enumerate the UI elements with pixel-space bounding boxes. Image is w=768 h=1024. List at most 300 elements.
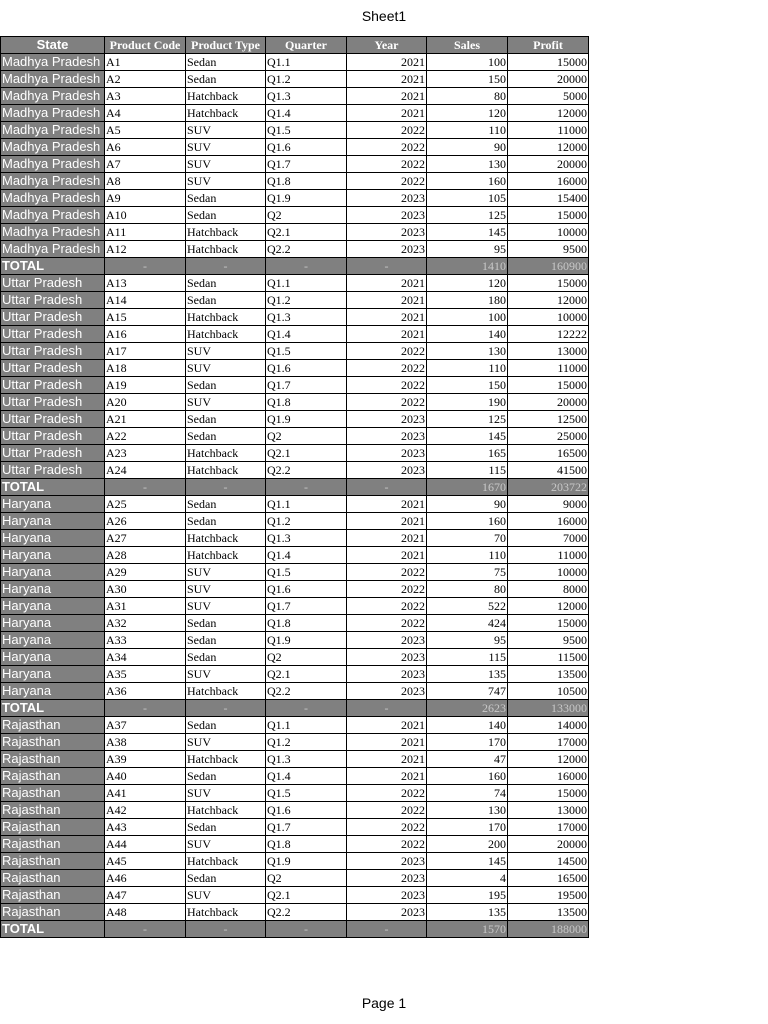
cell-product-code[interactable]: A10	[105, 207, 186, 224]
cell-sales[interactable]: 110	[427, 122, 508, 139]
cell-quarter[interactable]: Q1.2	[266, 292, 347, 309]
cell-profit[interactable]: 16500	[508, 870, 589, 887]
cell-quarter[interactable]: Q1.6	[266, 139, 347, 156]
cell-year[interactable]: 2022	[347, 360, 427, 377]
cell-state[interactable]: TOTAL	[1, 479, 105, 496]
cell-product-type[interactable]: Sedan	[186, 292, 266, 309]
cell-sales[interactable]: 160	[427, 513, 508, 530]
cell-profit[interactable]: 15400	[508, 190, 589, 207]
cell-sales[interactable]: 47	[427, 751, 508, 768]
cell-state[interactable]: Madhya Pradesh	[1, 224, 105, 241]
cell-sales[interactable]: 170	[427, 734, 508, 751]
cell-quarter[interactable]: Q1.7	[266, 377, 347, 394]
cell-sales[interactable]: 120	[427, 105, 508, 122]
cell-sales[interactable]: 135	[427, 904, 508, 921]
cell-profit[interactable]: 15000	[508, 54, 589, 71]
cell-product-code[interactable]: A33	[105, 632, 186, 649]
cell-product-code[interactable]: A12	[105, 241, 186, 258]
cell-state[interactable]: Rajasthan	[1, 751, 105, 768]
cell-quarter[interactable]: Q2.2	[266, 241, 347, 258]
cell-quarter[interactable]: Q1.5	[266, 343, 347, 360]
cell-product-type[interactable]: Sedan	[186, 513, 266, 530]
cell-product-code[interactable]: A35	[105, 666, 186, 683]
cell-product-type[interactable]: Hatchback	[186, 326, 266, 343]
cell-state[interactable]: Uttar Pradesh	[1, 377, 105, 394]
cell-state[interactable]: Rajasthan	[1, 853, 105, 870]
cell-product-code[interactable]: A23	[105, 445, 186, 462]
cell-state[interactable]: Madhya Pradesh	[1, 190, 105, 207]
cell-state[interactable]: Rajasthan	[1, 717, 105, 734]
cell-profit[interactable]: 15000	[508, 785, 589, 802]
cell-sales[interactable]: 522	[427, 598, 508, 615]
cell-profit[interactable]: 9000	[508, 496, 589, 513]
cell-year[interactable]: 2021	[347, 309, 427, 326]
cell-state[interactable]: Haryana	[1, 615, 105, 632]
cell-state[interactable]: Uttar Pradesh	[1, 309, 105, 326]
cell-profit[interactable]: 16000	[508, 173, 589, 190]
cell-state[interactable]: Haryana	[1, 632, 105, 649]
cell-quarter[interactable]: -	[266, 258, 347, 275]
cell-year[interactable]: 2023	[347, 870, 427, 887]
cell-product-code[interactable]: A39	[105, 751, 186, 768]
cell-state[interactable]: Rajasthan	[1, 802, 105, 819]
cell-profit[interactable]: 11000	[508, 360, 589, 377]
cell-product-type[interactable]: Hatchback	[186, 462, 266, 479]
cell-product-code[interactable]: A36	[105, 683, 186, 700]
cell-sales[interactable]: 125	[427, 207, 508, 224]
cell-product-type[interactable]: Sedan	[186, 819, 266, 836]
cell-profit[interactable]: 13500	[508, 666, 589, 683]
cell-state[interactable]: Madhya Pradesh	[1, 173, 105, 190]
cell-profit[interactable]: 14500	[508, 853, 589, 870]
cell-profit[interactable]: 17000	[508, 734, 589, 751]
cell-product-type[interactable]: -	[186, 921, 266, 938]
cell-state[interactable]: Uttar Pradesh	[1, 428, 105, 445]
cell-product-code[interactable]: A41	[105, 785, 186, 802]
cell-sales[interactable]: 145	[427, 224, 508, 241]
cell-profit[interactable]: 13500	[508, 904, 589, 921]
cell-year[interactable]: 2022	[347, 615, 427, 632]
cell-product-code[interactable]: A2	[105, 71, 186, 88]
cell-product-code[interactable]: A16	[105, 326, 186, 343]
cell-sales[interactable]: 170	[427, 819, 508, 836]
cell-profit[interactable]: 10000	[508, 224, 589, 241]
cell-product-type[interactable]: SUV	[186, 598, 266, 615]
cell-year[interactable]: 2021	[347, 513, 427, 530]
cell-product-type[interactable]: Hatchback	[186, 445, 266, 462]
cell-profit[interactable]: 16500	[508, 445, 589, 462]
cell-product-code[interactable]: A48	[105, 904, 186, 921]
cell-product-code[interactable]: A24	[105, 462, 186, 479]
cell-product-type[interactable]: Sedan	[186, 377, 266, 394]
cell-state[interactable]: Haryana	[1, 683, 105, 700]
cell-product-code[interactable]: -	[105, 479, 186, 496]
cell-state[interactable]: TOTAL	[1, 258, 105, 275]
cell-year[interactable]: 2021	[347, 292, 427, 309]
cell-state[interactable]: Uttar Pradesh	[1, 445, 105, 462]
cell-year[interactable]: 2021	[347, 105, 427, 122]
cell-product-type[interactable]: SUV	[186, 122, 266, 139]
cell-product-type[interactable]: Hatchback	[186, 904, 266, 921]
cell-sales[interactable]: 424	[427, 615, 508, 632]
cell-sales[interactable]: 4	[427, 870, 508, 887]
cell-sales[interactable]: 100	[427, 309, 508, 326]
cell-sales[interactable]: 75	[427, 564, 508, 581]
cell-year[interactable]: 2021	[347, 717, 427, 734]
cell-state[interactable]: Uttar Pradesh	[1, 292, 105, 309]
cell-sales[interactable]: 160	[427, 173, 508, 190]
cell-state[interactable]: Uttar Pradesh	[1, 394, 105, 411]
cell-profit[interactable]: 5000	[508, 88, 589, 105]
cell-year[interactable]: 2021	[347, 275, 427, 292]
cell-state[interactable]: Rajasthan	[1, 887, 105, 904]
cell-state[interactable]: Madhya Pradesh	[1, 71, 105, 88]
cell-product-code[interactable]: A19	[105, 377, 186, 394]
cell-state[interactable]: Uttar Pradesh	[1, 411, 105, 428]
cell-quarter[interactable]: Q1.8	[266, 836, 347, 853]
cell-year[interactable]: 2022	[347, 802, 427, 819]
cell-product-code[interactable]: A14	[105, 292, 186, 309]
cell-quarter[interactable]: Q1.9	[266, 190, 347, 207]
cell-year[interactable]: 2022	[347, 836, 427, 853]
cell-state[interactable]: Uttar Pradesh	[1, 462, 105, 479]
cell-sales[interactable]: 115	[427, 462, 508, 479]
cell-profit[interactable]: 11000	[508, 547, 589, 564]
cell-product-type[interactable]: Sedan	[186, 275, 266, 292]
cell-quarter[interactable]: Q1.3	[266, 530, 347, 547]
cell-quarter[interactable]: Q1.1	[266, 717, 347, 734]
cell-quarter[interactable]: Q1.5	[266, 564, 347, 581]
cell-year[interactable]: 2021	[347, 547, 427, 564]
cell-state[interactable]: Rajasthan	[1, 785, 105, 802]
cell-quarter[interactable]: Q1.8	[266, 173, 347, 190]
cell-product-code[interactable]: A30	[105, 581, 186, 598]
cell-state[interactable]: Madhya Pradesh	[1, 241, 105, 258]
cell-product-code[interactable]: A11	[105, 224, 186, 241]
cell-year[interactable]: 2021	[347, 88, 427, 105]
cell-product-code[interactable]: A31	[105, 598, 186, 615]
cell-quarter[interactable]: Q1.8	[266, 394, 347, 411]
header-year[interactable]: Year	[347, 37, 427, 54]
cell-year[interactable]: 2023	[347, 649, 427, 666]
cell-year[interactable]: -	[347, 258, 427, 275]
cell-product-code[interactable]: A43	[105, 819, 186, 836]
cell-product-code[interactable]: A22	[105, 428, 186, 445]
cell-profit[interactable]: 7000	[508, 530, 589, 547]
cell-sales[interactable]: 747	[427, 683, 508, 700]
cell-product-type[interactable]: -	[186, 258, 266, 275]
cell-profit[interactable]: 20000	[508, 71, 589, 88]
cell-product-type[interactable]: SUV	[186, 139, 266, 156]
cell-product-type[interactable]: SUV	[186, 887, 266, 904]
cell-state[interactable]: Madhya Pradesh	[1, 156, 105, 173]
cell-sales[interactable]: 150	[427, 377, 508, 394]
cell-product-type[interactable]: Sedan	[186, 428, 266, 445]
cell-product-type[interactable]: -	[186, 700, 266, 717]
cell-quarter[interactable]: Q2.1	[266, 224, 347, 241]
cell-state[interactable]: Uttar Pradesh	[1, 275, 105, 292]
cell-profit[interactable]: 203722	[508, 479, 589, 496]
cell-sales[interactable]: 165	[427, 445, 508, 462]
cell-product-type[interactable]: SUV	[186, 156, 266, 173]
cell-state[interactable]: TOTAL	[1, 700, 105, 717]
cell-state[interactable]: Rajasthan	[1, 768, 105, 785]
cell-profit[interactable]: 12000	[508, 105, 589, 122]
cell-year[interactable]: 2022	[347, 122, 427, 139]
cell-state[interactable]: Madhya Pradesh	[1, 122, 105, 139]
cell-profit[interactable]: 12000	[508, 751, 589, 768]
cell-product-type[interactable]: Hatchback	[186, 88, 266, 105]
cell-sales[interactable]: 190	[427, 394, 508, 411]
cell-quarter[interactable]: Q1.9	[266, 853, 347, 870]
cell-product-code[interactable]: A5	[105, 122, 186, 139]
cell-year[interactable]: 2023	[347, 428, 427, 445]
cell-product-type[interactable]: SUV	[186, 581, 266, 598]
cell-quarter[interactable]: Q1.1	[266, 275, 347, 292]
cell-profit[interactable]: 13000	[508, 343, 589, 360]
cell-sales[interactable]: 115	[427, 649, 508, 666]
cell-sales[interactable]: 120	[427, 275, 508, 292]
cell-quarter[interactable]: Q2.2	[266, 462, 347, 479]
cell-product-code[interactable]: A26	[105, 513, 186, 530]
cell-quarter[interactable]: Q1.4	[266, 768, 347, 785]
cell-year[interactable]: 2023	[347, 207, 427, 224]
cell-quarter[interactable]: Q1.2	[266, 71, 347, 88]
cell-year[interactable]: 2022	[347, 394, 427, 411]
cell-sales[interactable]: 140	[427, 326, 508, 343]
cell-product-type[interactable]: Hatchback	[186, 683, 266, 700]
cell-product-type[interactable]: Hatchback	[186, 241, 266, 258]
cell-sales[interactable]: 95	[427, 241, 508, 258]
cell-product-type[interactable]: Sedan	[186, 54, 266, 71]
cell-year[interactable]: 2021	[347, 496, 427, 513]
cell-profit[interactable]: 16000	[508, 768, 589, 785]
cell-state[interactable]: Haryana	[1, 564, 105, 581]
cell-product-code[interactable]: A21	[105, 411, 186, 428]
cell-product-code[interactable]: -	[105, 700, 186, 717]
cell-quarter[interactable]: Q1.4	[266, 326, 347, 343]
cell-state[interactable]: Haryana	[1, 513, 105, 530]
cell-product-code[interactable]: A42	[105, 802, 186, 819]
cell-product-type[interactable]: Sedan	[186, 615, 266, 632]
cell-quarter[interactable]: -	[266, 700, 347, 717]
cell-year[interactable]: 2021	[347, 71, 427, 88]
cell-product-code[interactable]: A34	[105, 649, 186, 666]
cell-profit[interactable]: 19500	[508, 887, 589, 904]
cell-sales[interactable]: 1570	[427, 921, 508, 938]
cell-quarter[interactable]: Q2.2	[266, 683, 347, 700]
cell-year[interactable]: 2022	[347, 564, 427, 581]
cell-product-type[interactable]: SUV	[186, 785, 266, 802]
cell-sales[interactable]: 90	[427, 496, 508, 513]
cell-quarter[interactable]: Q1.4	[266, 547, 347, 564]
cell-sales[interactable]: 200	[427, 836, 508, 853]
cell-year[interactable]: 2023	[347, 190, 427, 207]
cell-product-type[interactable]: Sedan	[186, 190, 266, 207]
cell-profit[interactable]: 15000	[508, 377, 589, 394]
cell-quarter[interactable]: Q2	[266, 870, 347, 887]
cell-sales[interactable]: 105	[427, 190, 508, 207]
cell-quarter[interactable]: Q1.1	[266, 496, 347, 513]
cell-product-type[interactable]: SUV	[186, 343, 266, 360]
cell-state[interactable]: Haryana	[1, 530, 105, 547]
cell-year[interactable]: 2022	[347, 581, 427, 598]
cell-product-code[interactable]: A47	[105, 887, 186, 904]
header-product-type[interactable]: Product Type	[186, 37, 266, 54]
cell-year[interactable]: 2023	[347, 887, 427, 904]
cell-product-code[interactable]: A6	[105, 139, 186, 156]
cell-year[interactable]: -	[347, 700, 427, 717]
cell-profit[interactable]: 41500	[508, 462, 589, 479]
cell-profit[interactable]: 10000	[508, 564, 589, 581]
cell-product-type[interactable]: Sedan	[186, 649, 266, 666]
cell-product-type[interactable]: SUV	[186, 666, 266, 683]
cell-sales[interactable]: 80	[427, 88, 508, 105]
cell-sales[interactable]: 125	[427, 411, 508, 428]
cell-year[interactable]: 2022	[347, 139, 427, 156]
cell-quarter[interactable]: Q1.9	[266, 632, 347, 649]
cell-product-type[interactable]: Sedan	[186, 717, 266, 734]
cell-profit[interactable]: 25000	[508, 428, 589, 445]
cell-state[interactable]: Haryana	[1, 547, 105, 564]
cell-product-code[interactable]: A44	[105, 836, 186, 853]
cell-product-code[interactable]: A28	[105, 547, 186, 564]
cell-profit[interactable]: 15000	[508, 275, 589, 292]
header-sales[interactable]: Sales	[427, 37, 508, 54]
cell-year[interactable]: 2022	[347, 785, 427, 802]
cell-sales[interactable]: 100	[427, 54, 508, 71]
cell-product-code[interactable]: A3	[105, 88, 186, 105]
cell-profit[interactable]: 11000	[508, 122, 589, 139]
cell-state[interactable]: Madhya Pradesh	[1, 139, 105, 156]
cell-state[interactable]: Madhya Pradesh	[1, 54, 105, 71]
cell-product-type[interactable]: Hatchback	[186, 530, 266, 547]
cell-sales[interactable]: 95	[427, 632, 508, 649]
cell-profit[interactable]: 12000	[508, 292, 589, 309]
cell-sales[interactable]: 160	[427, 768, 508, 785]
cell-year[interactable]: 2023	[347, 224, 427, 241]
cell-profit[interactable]: 15000	[508, 615, 589, 632]
cell-year[interactable]: 2022	[347, 343, 427, 360]
cell-state[interactable]: Rajasthan	[1, 734, 105, 751]
cell-product-code[interactable]: A45	[105, 853, 186, 870]
cell-quarter[interactable]: Q1.7	[266, 156, 347, 173]
cell-product-code[interactable]: A1	[105, 54, 186, 71]
cell-state[interactable]: Haryana	[1, 649, 105, 666]
cell-sales[interactable]: 145	[427, 853, 508, 870]
cell-state[interactable]: Haryana	[1, 496, 105, 513]
cell-year[interactable]: 2023	[347, 445, 427, 462]
cell-sales[interactable]: 145	[427, 428, 508, 445]
cell-product-code[interactable]: A9	[105, 190, 186, 207]
cell-quarter[interactable]: Q1.7	[266, 819, 347, 836]
cell-product-code[interactable]: A4	[105, 105, 186, 122]
cell-year[interactable]: 2021	[347, 734, 427, 751]
cell-product-type[interactable]: Hatchback	[186, 802, 266, 819]
cell-year[interactable]: 2021	[347, 751, 427, 768]
cell-profit[interactable]: 10500	[508, 683, 589, 700]
cell-product-type[interactable]: SUV	[186, 173, 266, 190]
cell-product-type[interactable]: -	[186, 479, 266, 496]
cell-year[interactable]: 2021	[347, 326, 427, 343]
cell-product-type[interactable]: Sedan	[186, 207, 266, 224]
cell-product-type[interactable]: Sedan	[186, 768, 266, 785]
cell-quarter[interactable]: Q1.3	[266, 309, 347, 326]
cell-quarter[interactable]: Q2	[266, 649, 347, 666]
cell-product-code[interactable]: A7	[105, 156, 186, 173]
cell-product-type[interactable]: Sedan	[186, 411, 266, 428]
cell-product-type[interactable]: SUV	[186, 360, 266, 377]
cell-product-code[interactable]: A15	[105, 309, 186, 326]
cell-product-type[interactable]: Hatchback	[186, 224, 266, 241]
cell-quarter[interactable]: Q2	[266, 207, 347, 224]
cell-product-type[interactable]: Hatchback	[186, 751, 266, 768]
cell-state[interactable]: Rajasthan	[1, 836, 105, 853]
cell-year[interactable]: 2023	[347, 462, 427, 479]
cell-year[interactable]: 2023	[347, 683, 427, 700]
cell-sales[interactable]: 135	[427, 666, 508, 683]
cell-sales[interactable]: 150	[427, 71, 508, 88]
cell-product-type[interactable]: Hatchback	[186, 309, 266, 326]
cell-profit[interactable]: 10000	[508, 309, 589, 326]
cell-product-type[interactable]: Sedan	[186, 71, 266, 88]
cell-profit[interactable]: 17000	[508, 819, 589, 836]
cell-state[interactable]: Rajasthan	[1, 870, 105, 887]
cell-sales[interactable]: 1670	[427, 479, 508, 496]
cell-profit[interactable]: 8000	[508, 581, 589, 598]
cell-profit[interactable]: 20000	[508, 394, 589, 411]
cell-product-type[interactable]: SUV	[186, 394, 266, 411]
cell-profit[interactable]: 188000	[508, 921, 589, 938]
cell-profit[interactable]: 160900	[508, 258, 589, 275]
cell-year[interactable]: 2022	[347, 377, 427, 394]
cell-year[interactable]: -	[347, 479, 427, 496]
cell-year[interactable]: 2022	[347, 173, 427, 190]
cell-profit[interactable]: 12000	[508, 598, 589, 615]
cell-state[interactable]: Uttar Pradesh	[1, 343, 105, 360]
cell-state[interactable]: Rajasthan	[1, 904, 105, 921]
cell-year[interactable]: 2022	[347, 598, 427, 615]
cell-quarter[interactable]: Q1.2	[266, 734, 347, 751]
cell-product-code[interactable]: A37	[105, 717, 186, 734]
cell-sales[interactable]: 180	[427, 292, 508, 309]
cell-product-type[interactable]: Hatchback	[186, 105, 266, 122]
cell-quarter[interactable]: Q2.1	[266, 887, 347, 904]
cell-sales[interactable]: 110	[427, 360, 508, 377]
cell-quarter[interactable]: Q1.6	[266, 581, 347, 598]
cell-state[interactable]: Haryana	[1, 581, 105, 598]
cell-product-type[interactable]: Sedan	[186, 496, 266, 513]
cell-product-code[interactable]: A27	[105, 530, 186, 547]
cell-profit[interactable]: 11500	[508, 649, 589, 666]
cell-product-code[interactable]: A13	[105, 275, 186, 292]
cell-year[interactable]: 2021	[347, 530, 427, 547]
cell-profit[interactable]: 20000	[508, 836, 589, 853]
cell-product-type[interactable]: Hatchback	[186, 547, 266, 564]
cell-sales[interactable]: 90	[427, 139, 508, 156]
cell-year[interactable]: 2023	[347, 666, 427, 683]
cell-product-code[interactable]: A29	[105, 564, 186, 581]
cell-state[interactable]: Madhya Pradesh	[1, 105, 105, 122]
cell-product-type[interactable]: SUV	[186, 734, 266, 751]
cell-quarter[interactable]: Q2.2	[266, 904, 347, 921]
cell-profit[interactable]: 13000	[508, 802, 589, 819]
cell-profit[interactable]: 12000	[508, 139, 589, 156]
cell-state[interactable]: Haryana	[1, 666, 105, 683]
cell-product-type[interactable]: SUV	[186, 836, 266, 853]
cell-year[interactable]: 2021	[347, 54, 427, 71]
cell-quarter[interactable]: Q2.1	[266, 666, 347, 683]
